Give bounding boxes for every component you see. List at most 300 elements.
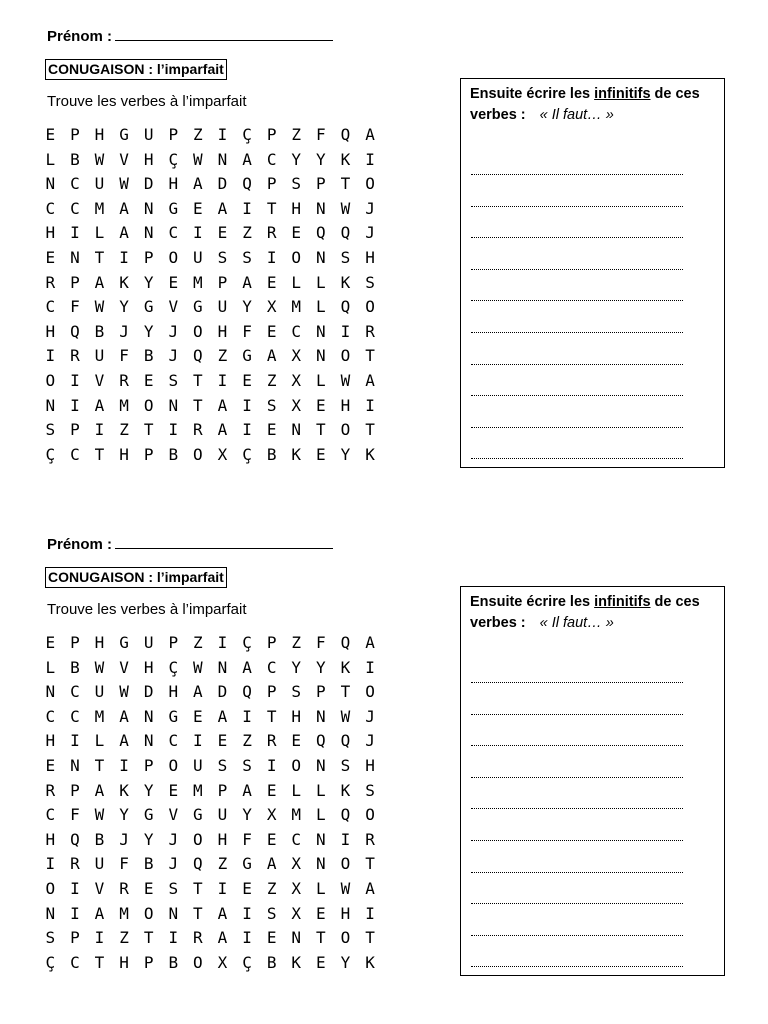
grid-letter[interactable]: H <box>340 903 351 923</box>
grid-letter[interactable]: B <box>70 657 80 677</box>
answer-line[interactable] <box>471 682 683 683</box>
grid-letter[interactable]: E <box>193 198 203 218</box>
grid-letter[interactable]: T <box>193 878 203 898</box>
grid-letter[interactable]: M <box>119 395 129 415</box>
grid-letter[interactable]: I <box>94 420 105 440</box>
grid-letter[interactable]: T <box>143 928 154 948</box>
grid-letter[interactable]: Ç <box>168 657 179 677</box>
grid-letter[interactable]: R <box>70 346 80 366</box>
grid-letter[interactable]: S <box>168 370 179 390</box>
grid-letter[interactable]: A <box>94 395 105 415</box>
grid-letter[interactable]: Y <box>340 444 351 464</box>
grid-letter[interactable]: A <box>119 731 129 751</box>
answer-line[interactable] <box>471 174 683 175</box>
grid-letter[interactable]: I <box>70 903 80 923</box>
grid-letter[interactable]: R <box>193 928 203 948</box>
grid-letter[interactable]: R <box>119 370 129 390</box>
grid-letter[interactable]: X <box>266 297 277 317</box>
grid-letter[interactable]: Z <box>119 928 129 948</box>
grid-letter[interactable]: T <box>143 420 154 440</box>
grid-letter[interactable]: A <box>94 272 105 292</box>
grid-letter[interactable]: Q <box>70 829 80 849</box>
grid-letter[interactable]: L <box>45 657 56 677</box>
answer-line[interactable] <box>471 206 683 207</box>
grid-letter[interactable]: I <box>119 755 129 775</box>
grid-letter[interactable]: D <box>143 174 154 194</box>
grid-letter[interactable]: I <box>340 321 351 341</box>
grid-letter[interactable]: W <box>94 149 105 169</box>
grid-letter[interactable]: X <box>291 395 302 415</box>
grid-letter[interactable]: U <box>143 125 154 144</box>
grid-letter[interactable]: I <box>70 223 80 243</box>
grid-letter[interactable]: O <box>340 420 351 440</box>
grid-letter[interactable]: X <box>217 444 228 464</box>
grid-letter[interactable]: A <box>242 780 252 800</box>
grid-letter[interactable]: S <box>217 755 228 775</box>
grid-letter[interactable]: L <box>316 272 326 292</box>
grid-letter[interactable]: I <box>168 928 179 948</box>
grid-letter[interactable]: P <box>266 174 277 194</box>
grid-letter[interactable]: E <box>316 952 326 972</box>
grid-letter[interactable]: H <box>45 223 56 243</box>
grid-letter[interactable]: G <box>119 633 129 652</box>
grid-letter[interactable]: W <box>193 149 203 169</box>
grid-letter[interactable]: C <box>70 682 80 702</box>
grid-letter[interactable]: P <box>70 633 80 652</box>
grid-letter[interactable]: E <box>266 829 277 849</box>
grid-letter[interactable]: N <box>45 903 56 923</box>
grid-letter[interactable]: Q <box>242 682 252 702</box>
grid-letter[interactable]: W <box>94 657 105 677</box>
grid-letter[interactable]: P <box>70 125 80 144</box>
grid-letter[interactable]: E <box>217 223 228 243</box>
grid-letter[interactable]: E <box>217 731 228 751</box>
grid-letter[interactable]: H <box>45 731 56 751</box>
grid-letter[interactable]: W <box>94 297 105 317</box>
grid-letter[interactable]: R <box>193 420 203 440</box>
grid-letter[interactable]: C <box>70 952 80 972</box>
grid-letter[interactable]: Z <box>291 125 302 144</box>
grid-letter[interactable]: J <box>365 223 375 243</box>
grid-letter[interactable]: N <box>217 149 228 169</box>
grid-letter[interactable]: Q <box>340 805 351 825</box>
answer-line[interactable] <box>471 966 683 967</box>
grid-letter[interactable]: U <box>94 174 105 194</box>
grid-letter[interactable]: F <box>316 125 326 144</box>
grid-letter[interactable]: E <box>266 321 277 341</box>
grid-letter[interactable]: V <box>168 805 179 825</box>
grid-letter[interactable]: H <box>217 829 228 849</box>
grid-letter[interactable]: U <box>217 297 228 317</box>
grid-letter[interactable]: Y <box>340 952 351 972</box>
grid-letter[interactable]: P <box>143 247 154 267</box>
grid-letter[interactable]: J <box>365 706 375 726</box>
grid-letter[interactable]: A <box>217 903 228 923</box>
grid-letter[interactable]: O <box>193 829 203 849</box>
grid-letter[interactable]: K <box>119 780 129 800</box>
grid-letter[interactable]: H <box>168 682 179 702</box>
grid-letter[interactable]: N <box>291 928 302 948</box>
grid-letter[interactable]: F <box>242 829 252 849</box>
grid-letter[interactable]: H <box>119 952 129 972</box>
grid-letter[interactable]: E <box>266 928 277 948</box>
grid-letter[interactable]: Y <box>242 297 252 317</box>
grid-letter[interactable]: Z <box>242 731 252 751</box>
grid-letter[interactable]: N <box>45 174 56 194</box>
grid-letter[interactable]: Y <box>119 805 129 825</box>
grid-letter[interactable]: W <box>94 805 105 825</box>
grid-letter[interactable]: W <box>119 174 129 194</box>
grid-letter[interactable]: G <box>143 297 154 317</box>
grid-letter[interactable]: I <box>242 420 252 440</box>
grid-letter[interactable]: K <box>365 444 375 464</box>
grid-letter[interactable]: O <box>365 682 375 702</box>
grid-letter[interactable]: X <box>291 346 302 366</box>
grid-letter[interactable]: U <box>143 633 154 652</box>
answer-line[interactable] <box>471 395 683 396</box>
grid-letter[interactable]: O <box>340 854 351 874</box>
grid-letter[interactable]: A <box>119 198 129 218</box>
grid-letter[interactable]: P <box>70 780 80 800</box>
grid-letter[interactable]: I <box>45 346 56 366</box>
grid-letter[interactable]: A <box>242 149 252 169</box>
grid-letter[interactable]: K <box>340 149 351 169</box>
grid-letter[interactable]: P <box>143 444 154 464</box>
grid-letter[interactable]: J <box>119 321 129 341</box>
grid-letter[interactable]: H <box>365 247 375 267</box>
grid-letter[interactable]: I <box>266 247 277 267</box>
grid-letter[interactable]: I <box>365 149 375 169</box>
grid-letter[interactable]: U <box>193 247 203 267</box>
grid-letter[interactable]: J <box>168 854 179 874</box>
grid-letter[interactable]: A <box>119 223 129 243</box>
grid-letter[interactable]: T <box>193 903 203 923</box>
grid-letter[interactable]: O <box>365 805 375 825</box>
grid-letter[interactable]: N <box>70 755 80 775</box>
grid-letter[interactable]: G <box>168 706 179 726</box>
grid-letter[interactable]: E <box>316 444 326 464</box>
grid-letter[interactable]: F <box>119 346 129 366</box>
grid-letter[interactable]: A <box>365 125 375 144</box>
grid-letter[interactable]: G <box>119 125 129 144</box>
grid-letter[interactable]: S <box>340 247 351 267</box>
grid-letter[interactable]: P <box>143 755 154 775</box>
grid-letter[interactable]: A <box>266 854 277 874</box>
grid-letter[interactable]: E <box>45 755 56 775</box>
grid-letter[interactable]: Ç <box>45 444 56 464</box>
grid-letter[interactable]: I <box>70 878 80 898</box>
grid-letter[interactable]: P <box>316 174 326 194</box>
grid-letter[interactable]: H <box>365 755 375 775</box>
grid-letter[interactable]: B <box>94 829 105 849</box>
grid-letter[interactable]: Z <box>242 223 252 243</box>
grid-letter[interactable]: C <box>266 657 277 677</box>
grid-letter[interactable]: S <box>365 272 375 292</box>
answer-line[interactable] <box>471 458 683 459</box>
grid-letter[interactable]: V <box>94 878 105 898</box>
grid-letter[interactable]: A <box>217 395 228 415</box>
grid-letter[interactable]: I <box>119 247 129 267</box>
grid-letter[interactable]: S <box>217 247 228 267</box>
grid-letter[interactable]: Q <box>193 346 203 366</box>
grid-letter[interactable]: N <box>316 854 326 874</box>
grid-letter[interactable]: Z <box>119 420 129 440</box>
grid-letter[interactable]: Y <box>119 297 129 317</box>
grid-letter[interactable]: L <box>291 780 302 800</box>
grid-letter[interactable]: Y <box>316 657 326 677</box>
grid-letter[interactable]: Q <box>340 297 351 317</box>
grid-letter[interactable]: N <box>316 829 326 849</box>
grid-letter[interactable]: A <box>365 633 375 652</box>
grid-letter[interactable]: X <box>217 952 228 972</box>
answer-line[interactable] <box>471 237 683 238</box>
grid-letter[interactable]: L <box>291 272 302 292</box>
answer-line[interactable] <box>471 269 683 270</box>
grid-letter[interactable]: F <box>119 854 129 874</box>
grid-letter[interactable]: M <box>119 903 129 923</box>
grid-letter[interactable]: A <box>242 272 252 292</box>
answer-line[interactable] <box>471 840 683 841</box>
grid-letter[interactable]: N <box>45 395 56 415</box>
grid-letter[interactable]: R <box>266 731 277 751</box>
grid-letter[interactable]: H <box>45 829 56 849</box>
grid-letter[interactable]: E <box>168 780 179 800</box>
grid-letter[interactable]: E <box>316 395 326 415</box>
grid-letter[interactable]: I <box>217 370 228 390</box>
grid-letter[interactable]: Y <box>316 149 326 169</box>
grid-letter[interactable]: P <box>266 633 277 652</box>
grid-letter[interactable]: X <box>266 805 277 825</box>
grid-letter[interactable]: G <box>168 198 179 218</box>
grid-letter[interactable]: T <box>94 247 105 267</box>
grid-letter[interactable]: H <box>143 657 154 677</box>
grid-letter[interactable]: C <box>291 829 302 849</box>
grid-letter[interactable]: I <box>94 928 105 948</box>
grid-letter[interactable]: O <box>291 247 302 267</box>
grid-letter[interactable]: T <box>193 395 203 415</box>
grid-letter[interactable]: N <box>316 321 326 341</box>
grid-letter[interactable]: Q <box>316 223 326 243</box>
grid-letter[interactable]: A <box>94 780 105 800</box>
grid-letter[interactable]: O <box>365 297 375 317</box>
grid-letter[interactable]: Y <box>291 149 302 169</box>
grid-letter[interactable]: T <box>365 346 375 366</box>
grid-letter[interactable]: O <box>168 247 179 267</box>
grid-letter[interactable]: E <box>45 633 56 652</box>
grid-letter[interactable]: N <box>143 706 154 726</box>
grid-letter[interactable]: O <box>143 903 154 923</box>
grid-letter[interactable]: K <box>340 657 351 677</box>
grid-letter[interactable]: B <box>168 444 179 464</box>
grid-letter[interactable]: S <box>242 247 252 267</box>
grid-letter[interactable]: Q <box>340 125 351 144</box>
grid-letter[interactable]: C <box>168 731 179 751</box>
grid-letter[interactable]: H <box>217 321 228 341</box>
grid-letter[interactable]: Q <box>70 321 80 341</box>
grid-letter[interactable]: T <box>340 682 351 702</box>
grid-letter[interactable]: B <box>70 149 80 169</box>
grid-letter[interactable]: R <box>70 854 80 874</box>
grid-letter[interactable]: O <box>340 928 351 948</box>
grid-letter[interactable]: T <box>365 854 375 874</box>
grid-letter[interactable]: I <box>242 706 252 726</box>
answer-line[interactable] <box>471 903 683 904</box>
grid-letter[interactable]: M <box>291 805 302 825</box>
grid-letter[interactable]: T <box>316 928 326 948</box>
grid-letter[interactable]: K <box>119 272 129 292</box>
grid-letter[interactable]: L <box>316 878 326 898</box>
grid-letter[interactable]: Ç <box>242 952 252 972</box>
grid-letter[interactable]: X <box>291 370 302 390</box>
grid-letter[interactable]: S <box>242 755 252 775</box>
grid-letter[interactable]: E <box>266 420 277 440</box>
grid-letter[interactable]: H <box>291 198 302 218</box>
grid-letter[interactable]: E <box>266 272 277 292</box>
grid-letter[interactable]: B <box>143 854 154 874</box>
grid-letter[interactable]: F <box>70 297 80 317</box>
grid-letter[interactable]: I <box>266 755 277 775</box>
grid-letter[interactable]: O <box>193 321 203 341</box>
answer-line[interactable] <box>471 872 683 873</box>
grid-letter[interactable]: E <box>291 731 302 751</box>
grid-letter[interactable]: P <box>316 682 326 702</box>
grid-letter[interactable]: E <box>242 370 252 390</box>
grid-letter[interactable]: H <box>143 149 154 169</box>
grid-letter[interactable]: J <box>168 346 179 366</box>
answer-line[interactable] <box>471 364 683 365</box>
grid-letter[interactable]: V <box>119 657 129 677</box>
grid-letter[interactable]: C <box>45 198 56 218</box>
grid-letter[interactable]: T <box>193 370 203 390</box>
grid-letter[interactable]: T <box>94 755 105 775</box>
grid-letter[interactable]: Z <box>193 125 203 144</box>
grid-letter[interactable]: Z <box>291 633 302 652</box>
grid-letter[interactable]: S <box>266 395 277 415</box>
answer-line[interactable] <box>471 777 683 778</box>
grid-letter[interactable]: P <box>70 928 80 948</box>
grid-letter[interactable]: O <box>193 952 203 972</box>
grid-letter[interactable]: K <box>340 272 351 292</box>
grid-letter[interactable]: C <box>45 297 56 317</box>
grid-letter[interactable]: W <box>340 198 351 218</box>
grid-letter[interactable]: I <box>45 854 56 874</box>
grid-letter[interactable]: T <box>340 174 351 194</box>
grid-letter[interactable]: I <box>193 731 203 751</box>
grid-letter[interactable]: P <box>168 633 179 652</box>
grid-letter[interactable]: W <box>340 878 351 898</box>
grid-letter[interactable]: L <box>316 805 326 825</box>
grid-letter[interactable]: P <box>266 682 277 702</box>
grid-letter[interactable]: C <box>70 198 80 218</box>
grid-letter[interactable]: B <box>94 321 105 341</box>
grid-letter[interactable]: E <box>143 370 154 390</box>
grid-letter[interactable]: C <box>168 223 179 243</box>
grid-letter[interactable]: A <box>217 928 228 948</box>
grid-letter[interactable]: T <box>316 420 326 440</box>
grid-letter[interactable]: D <box>217 682 228 702</box>
grid-letter[interactable]: O <box>340 346 351 366</box>
grid-letter[interactable]: N <box>316 755 326 775</box>
grid-letter[interactable]: I <box>242 928 252 948</box>
grid-letter[interactable]: I <box>365 657 375 677</box>
grid-letter[interactable]: R <box>45 780 56 800</box>
grid-letter[interactable]: A <box>193 174 203 194</box>
grid-letter[interactable]: A <box>217 198 228 218</box>
grid-letter[interactable]: A <box>242 657 252 677</box>
grid-letter[interactable]: M <box>193 780 203 800</box>
grid-letter[interactable]: N <box>316 346 326 366</box>
grid-letter[interactable]: Y <box>242 805 252 825</box>
grid-letter[interactable]: P <box>70 420 80 440</box>
grid-letter[interactable]: I <box>242 903 252 923</box>
grid-letter[interactable]: R <box>119 878 129 898</box>
grid-letter[interactable]: Y <box>291 657 302 677</box>
grid-letter[interactable]: N <box>316 198 326 218</box>
grid-letter[interactable]: C <box>266 149 277 169</box>
grid-letter[interactable]: E <box>143 878 154 898</box>
grid-letter[interactable]: J <box>119 829 129 849</box>
grid-letter[interactable]: I <box>168 420 179 440</box>
grid-letter[interactable]: E <box>316 903 326 923</box>
grid-letter[interactable]: M <box>94 706 105 726</box>
grid-letter[interactable]: L <box>316 780 326 800</box>
grid-letter[interactable]: A <box>365 370 375 390</box>
answer-line[interactable] <box>471 332 683 333</box>
grid-letter[interactable]: S <box>340 755 351 775</box>
grid-letter[interactable]: Y <box>143 321 154 341</box>
grid-letter[interactable]: H <box>94 125 105 144</box>
grid-letter[interactable]: J <box>365 731 375 751</box>
grid-letter[interactable]: F <box>70 805 80 825</box>
grid-letter[interactable]: P <box>217 780 228 800</box>
grid-letter[interactable]: R <box>266 223 277 243</box>
grid-letter[interactable]: U <box>193 755 203 775</box>
grid-letter[interactable]: Ç <box>168 149 179 169</box>
grid-letter[interactable]: L <box>316 297 326 317</box>
grid-letter[interactable]: H <box>291 706 302 726</box>
grid-letter[interactable]: M <box>291 297 302 317</box>
grid-letter[interactable]: T <box>94 952 105 972</box>
grid-letter[interactable]: X <box>291 903 302 923</box>
grid-letter[interactable]: D <box>217 174 228 194</box>
name-blank[interactable] <box>115 28 333 41</box>
grid-letter[interactable]: C <box>70 444 80 464</box>
grid-letter[interactable]: B <box>266 952 277 972</box>
grid-letter[interactable]: F <box>242 321 252 341</box>
grid-letter[interactable]: B <box>266 444 277 464</box>
grid-letter[interactable]: U <box>94 346 105 366</box>
grid-letter[interactable]: Z <box>217 346 228 366</box>
grid-letter[interactable]: I <box>217 125 228 144</box>
grid-letter[interactable]: J <box>365 198 375 218</box>
grid-letter[interactable]: Z <box>266 370 277 390</box>
grid-letter[interactable]: N <box>143 223 154 243</box>
grid-letter[interactable]: S <box>45 928 56 948</box>
grid-letter[interactable]: D <box>143 682 154 702</box>
grid-letter[interactable]: L <box>45 149 56 169</box>
name-blank[interactable] <box>115 536 333 549</box>
grid-letter[interactable]: H <box>94 633 105 652</box>
answer-line[interactable] <box>471 808 683 809</box>
grid-letter[interactable]: Q <box>340 633 351 652</box>
grid-letter[interactable]: I <box>217 633 228 652</box>
grid-letter[interactable]: H <box>45 321 56 341</box>
grid-letter[interactable]: Ç <box>242 125 252 144</box>
grid-letter[interactable]: Z <box>266 878 277 898</box>
grid-letter[interactable]: O <box>193 444 203 464</box>
grid-letter[interactable]: C <box>291 321 302 341</box>
grid-letter[interactable]: C <box>45 706 56 726</box>
